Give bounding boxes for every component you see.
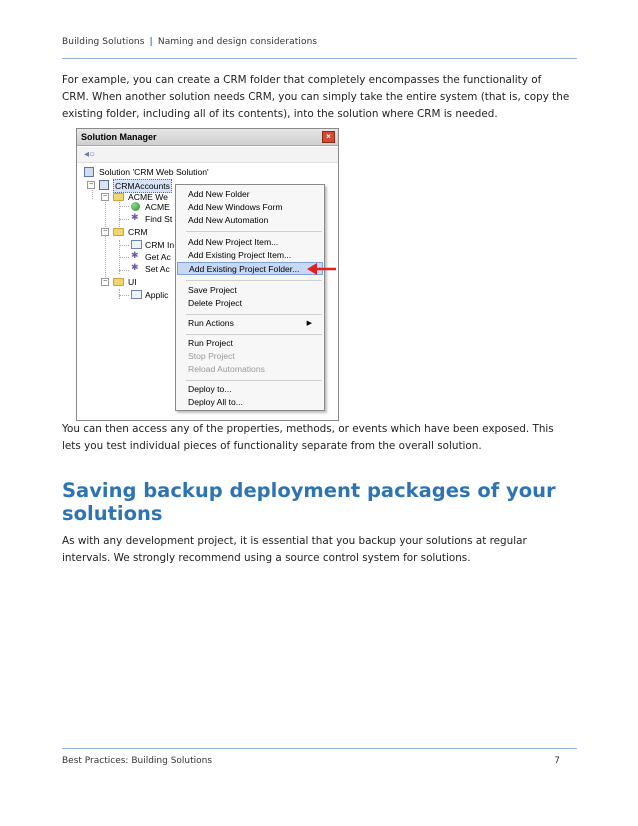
- tree-label: Set Ac: [145, 264, 170, 274]
- header-subsection: Naming and design considerations: [157, 37, 318, 47]
- menu-item-save-project[interactable]: Save Project: [188, 285, 237, 295]
- folder-icon: [113, 228, 124, 236]
- window-titlebar: [77, 129, 338, 146]
- tree-line: [105, 199, 106, 283]
- menu-item-add-existing-project-item[interactable]: Add Existing Project Item...: [188, 250, 292, 260]
- folder-icon: [113, 278, 124, 286]
- form-icon: [131, 240, 142, 249]
- header-rule: [62, 58, 577, 59]
- project-icon: [99, 180, 109, 190]
- menu-item-add-new-project-item[interactable]: Add New Project Item...: [188, 237, 279, 247]
- menu-item-reload-automations: Reload Automations: [188, 364, 265, 374]
- tree-line: [119, 245, 129, 246]
- menu-item-add-existing-project-folder[interactable]: Add Existing Project Folder...: [177, 262, 323, 275]
- menu-item-deploy-to[interactable]: Deploy to...: [188, 384, 232, 394]
- tree-line: [119, 199, 120, 229]
- collapse-icon[interactable]: −: [102, 193, 108, 200]
- tree-label: UI: [128, 277, 137, 287]
- page-number: 7: [554, 756, 560, 766]
- tree-label: CRM: [128, 227, 148, 237]
- window-toolbar: [77, 147, 338, 163]
- header-section: Building Solutions: [62, 37, 145, 47]
- tree-label: ACME We: [128, 192, 168, 202]
- tree-line: [119, 270, 129, 271]
- menu-item-deploy-all-to[interactable]: Deploy All to...: [188, 397, 243, 407]
- menu-item-add-new-automation[interactable]: Add New Automation: [188, 215, 269, 225]
- tree-label: Solution 'CRM Web Solution': [99, 167, 209, 177]
- automation-icon: ✱: [131, 262, 139, 272]
- tree-label: ACME: [145, 202, 170, 212]
- paragraph-access: You can then access any of the properties, methods, or events which have been exposed. This lets you test individual pieces of functionality separate from the overall solution.: [62, 423, 554, 453]
- solution-icon: [84, 167, 94, 177]
- footer-rule: [62, 748, 577, 749]
- menu-item-label: Run Actions: [188, 318, 234, 328]
- section-heading: Saving backup deployment packages of your solutions: [62, 479, 556, 525]
- menu-item-run-actions[interactable]: [188, 317, 318, 330]
- submenu-arrow-icon: ▶: [306, 320, 312, 327]
- back-arrow-icon: ◂○: [84, 149, 96, 160]
- menu-separator: [186, 334, 322, 335]
- automation-icon: ✱: [131, 250, 139, 260]
- tree-line: [119, 295, 129, 296]
- tree-line: [119, 289, 120, 299]
- tree-label: CRMAccounts: [115, 181, 170, 191]
- menu-separator: [186, 380, 322, 381]
- automation-icon: ✱: [131, 212, 139, 222]
- folder-icon: [113, 193, 124, 201]
- footer-title: Best Practices: Building Solutions: [62, 756, 213, 766]
- collapse-icon[interactable]: −: [88, 181, 94, 188]
- form-icon: [131, 290, 142, 299]
- collapse-icon[interactable]: −: [102, 228, 108, 235]
- tree-label: Applic: [145, 290, 169, 300]
- running-header: [62, 37, 317, 47]
- tree-line: [119, 219, 129, 220]
- header-separator: |: [149, 37, 153, 47]
- solution-manager-screenshot: [76, 128, 339, 421]
- menu-item-add-new-windows-form[interactable]: Add New Windows Form: [188, 202, 283, 212]
- close-icon: ×: [322, 131, 335, 143]
- window-title: Solution Manager: [81, 132, 157, 142]
- globe-icon: [131, 202, 140, 211]
- context-menu: [175, 184, 325, 411]
- menu-item-run-project[interactable]: Run Project: [188, 338, 233, 348]
- paragraph-intro: For example, you can create a CRM folder that completely encompasses the functionality of CRM. When another solution needs CRM, you can simply take the entire system (that is, copy the existing folder, including all of its contents), into the solution where CRM is needed.: [62, 74, 570, 121]
- collapse-icon[interactable]: −: [102, 278, 108, 285]
- tree-line: [119, 257, 129, 258]
- tree-label: Get Ac: [145, 252, 171, 262]
- tree-label: Find St: [145, 214, 173, 224]
- tree-label: CRM In: [145, 240, 175, 250]
- menu-separator: [186, 231, 322, 232]
- menu-item-delete-project[interactable]: Delete Project: [188, 298, 242, 308]
- menu-item-add-new-folder[interactable]: Add New Folder: [188, 189, 250, 199]
- tree-line: [119, 206, 129, 207]
- menu-separator: [186, 314, 322, 315]
- paragraph-backup: As with any development project, it is essential that you backup your solutions at regular intervals. We strongly recommend using a source control system for solutions.: [62, 535, 527, 565]
- red-arrow-icon: [306, 261, 338, 277]
- menu-item-stop-project: Stop Project: [188, 351, 235, 361]
- menu-separator: [186, 280, 322, 281]
